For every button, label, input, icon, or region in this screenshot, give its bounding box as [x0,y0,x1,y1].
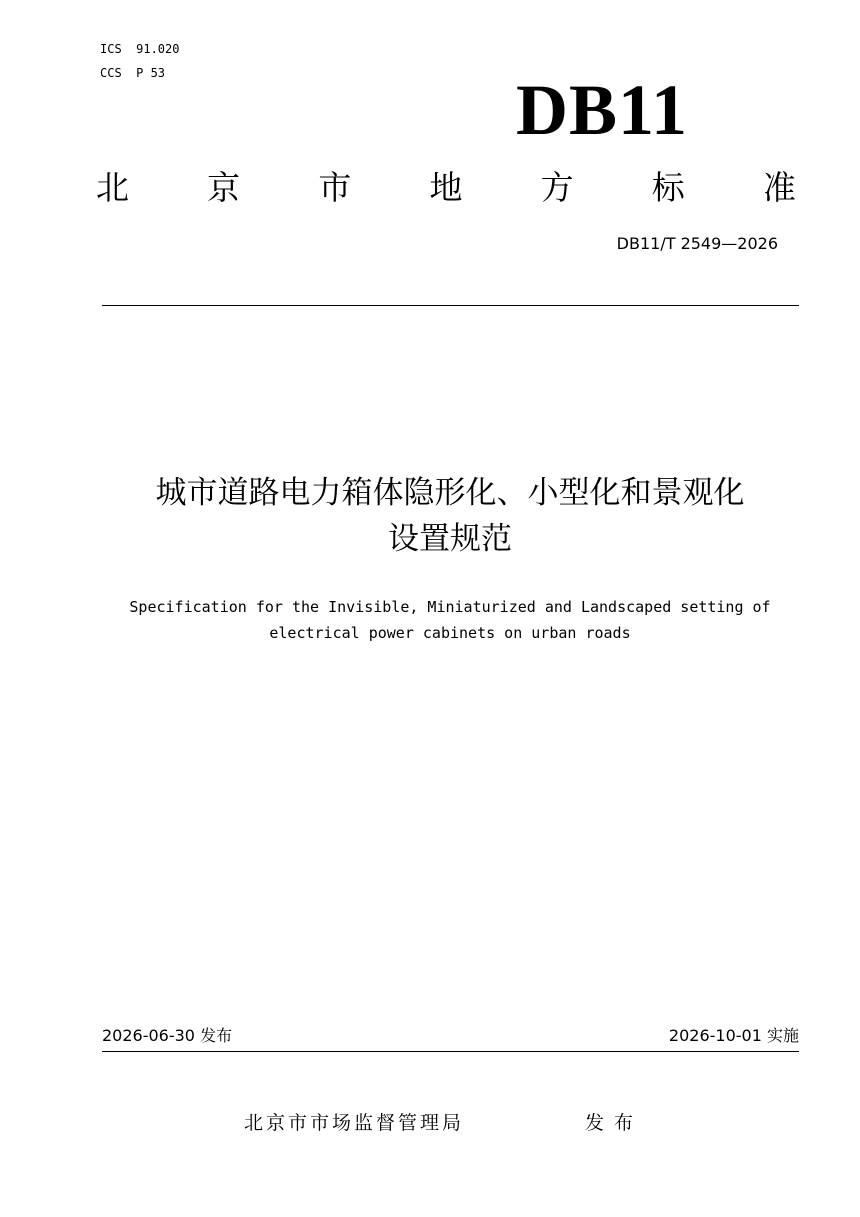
title-chinese [60,470,840,562]
title-chinese-line-1: 城市道路电力箱体隐形化、小型化和景观化 [155,475,745,511]
title-chinese-line-2: 设置规范 [388,521,512,557]
standard-type-char: 方 [540,168,574,207]
standard-type-char: 准 [762,168,796,207]
issuing-authority: 北京市市场监督管理局 [244,1112,465,1134]
title-english-line-1: Specification for the Invisible, Miniaturized and Landscaped setting of [129,598,771,616]
bottom-divider [102,1051,799,1052]
issue-date: 2026-06-30 发布 [102,1026,233,1045]
standard-type-char: 标 [651,168,685,207]
db11-logo: DB11 [516,70,689,150]
top-divider [102,305,799,306]
standard-type-char: 地 [429,168,463,207]
standard-type-heading [96,168,796,208]
title-english-line-2: electrical power cabinets on urban roads [269,624,631,642]
standard-type-char: 市 [318,168,352,207]
title-english [60,594,840,646]
standard-type-char: 京 [207,168,241,207]
issue-action: 发布 [585,1112,644,1134]
ics-code: ICS 91.020 [100,42,180,56]
ccs-code: CCS P 53 [100,66,166,80]
implementation-date: 2026-10-01 实施 [668,1026,799,1045]
standard-number: DB11/T 2549—2026 [616,234,778,253]
standard-type-char: 北 [96,168,129,207]
